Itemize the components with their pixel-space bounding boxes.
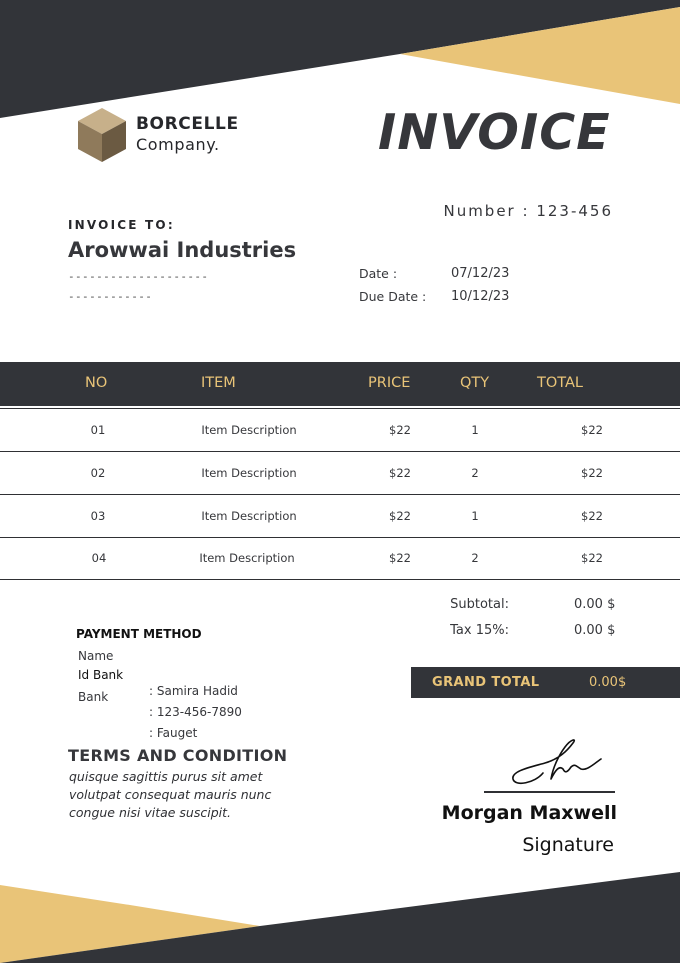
row-price: $22 — [389, 551, 411, 565]
row-divider — [0, 408, 680, 409]
payment-id-label: Id Bank — [78, 668, 124, 682]
row-total: $22 — [581, 423, 603, 437]
column-header-total: TOTAL — [537, 375, 583, 391]
signer-name: Morgan Maxwell — [441, 802, 617, 824]
row-total: $22 — [581, 509, 603, 523]
row-total: $22 — [581, 551, 603, 565]
terms-text: quisque sagittis purus sit amet volutpat consequat mauris nunc congue nisi vitae suscipit. — [69, 769, 272, 820]
cube-icon — [78, 108, 126, 162]
row-divider — [0, 537, 680, 538]
row-qty: 1 — [471, 509, 479, 523]
invoice-to-label: INVOICE TO: — [68, 218, 175, 232]
grand-total-label: GRAND TOTAL — [432, 675, 540, 690]
due-date-label: Due Date : — [359, 289, 427, 304]
row-item: Item Description — [201, 423, 297, 437]
row-item: Item Description — [201, 509, 297, 523]
subtotal-value: 0.00 $ — [574, 597, 616, 612]
tax-value: 0.00 $ — [574, 623, 616, 638]
payment-name-label: Name — [78, 649, 114, 663]
column-header-no: NO — [85, 375, 108, 391]
row-price: $22 — [389, 509, 411, 523]
payment-id-value: : 123-456-7890 — [149, 705, 242, 719]
column-header-item: ITEM — [201, 375, 236, 391]
row-price: $22 — [389, 466, 411, 480]
document-title: INVOICE — [378, 104, 611, 161]
company-suffix: Company. — [136, 135, 220, 154]
signature-scribble-icon — [505, 737, 605, 789]
row-qty: 1 — [471, 423, 479, 437]
row-divider — [0, 579, 680, 580]
invoice-number: Number : 123-456 — [443, 202, 613, 220]
payment-name-value: : Samira Hadid — [149, 684, 238, 698]
row-total: $22 — [581, 466, 603, 480]
address-line-1: -------------------- — [68, 270, 209, 283]
payment-bank-label: Bank — [78, 690, 109, 704]
row-price: $22 — [389, 423, 411, 437]
row-qty: 2 — [471, 551, 479, 565]
row-item: Item Description — [199, 551, 295, 565]
terms-title: TERMS AND CONDITION — [68, 746, 288, 765]
payment-method-title: PAYMENT METHOD — [76, 627, 202, 641]
row-divider — [0, 451, 680, 452]
company-name: BORCELLE — [136, 114, 239, 134]
row-item: Item Description — [201, 466, 297, 480]
date-label: Date : — [359, 266, 398, 281]
address-line-2: ------------ — [68, 290, 153, 303]
column-header-qty: QTY — [460, 375, 490, 391]
grand-total-value: 0.00$ — [589, 675, 627, 690]
signature-line — [484, 791, 615, 793]
signature-label: Signature — [522, 834, 614, 856]
row-qty: 2 — [471, 466, 479, 480]
subtotal-label: Subtotal: — [450, 597, 509, 612]
row-no: 01 — [90, 423, 106, 437]
tax-label: Tax 15%: — [450, 623, 509, 638]
row-no: 02 — [90, 466, 106, 480]
payment-bank-value: : Fauget — [149, 726, 198, 740]
row-no: 03 — [90, 509, 106, 523]
row-no: 04 — [91, 551, 107, 565]
date-value: 07/12/23 — [451, 266, 510, 281]
row-divider — [0, 494, 680, 495]
client-name: Arowwai Industries — [68, 238, 297, 262]
due-date-value: 10/12/23 — [451, 289, 510, 304]
column-header-price: PRICE — [368, 375, 411, 391]
